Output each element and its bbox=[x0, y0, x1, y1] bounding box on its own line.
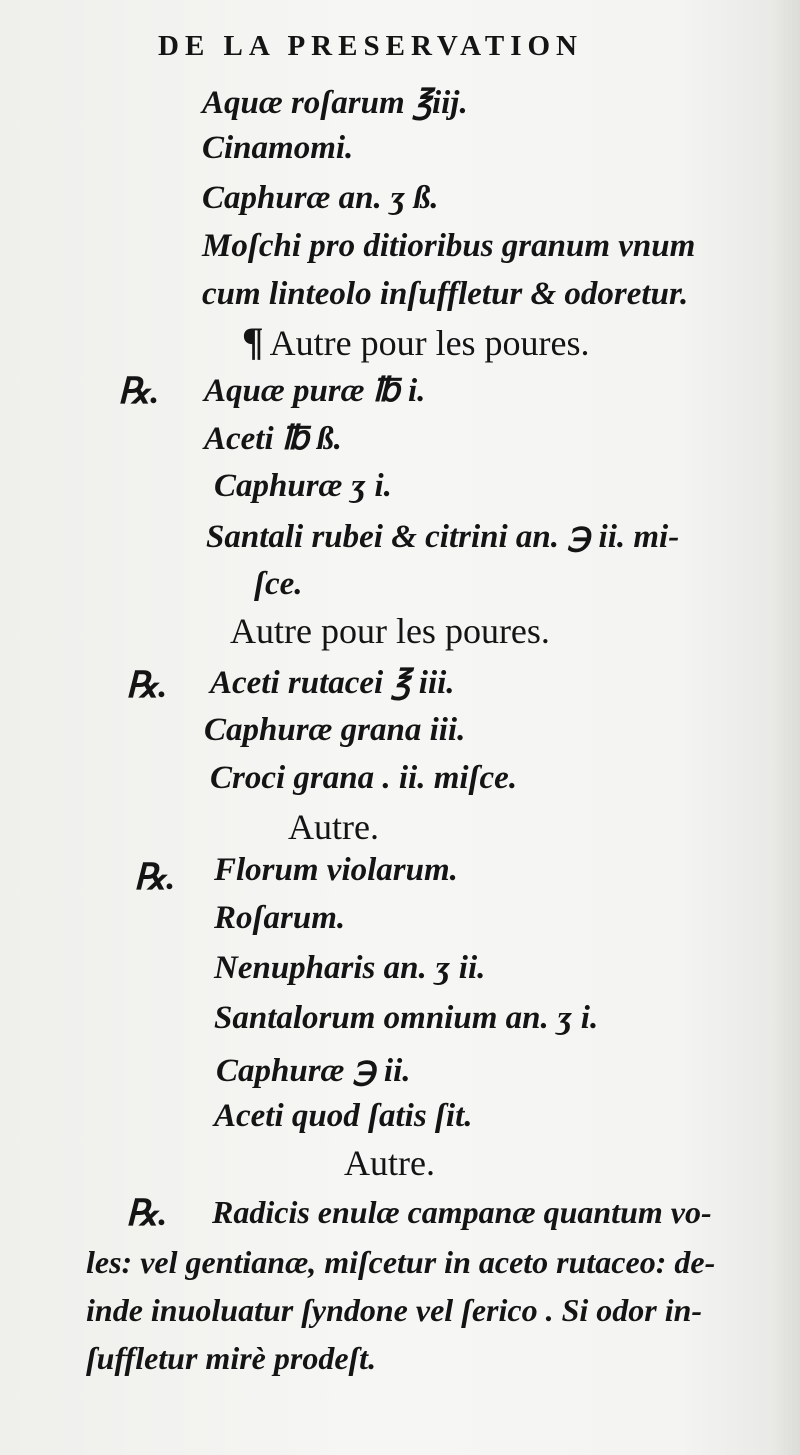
section-heading-text: Autre pour les poures. bbox=[269, 323, 590, 363]
section-heading: Autre pour les poures. bbox=[230, 611, 550, 651]
section-heading: Autre. bbox=[288, 807, 379, 847]
recipe-line: cum linteolo inſuffletur & odoretur. bbox=[202, 276, 689, 312]
recipe-line: Aceti rutacei ℥ iii. bbox=[210, 665, 455, 701]
recipe-line: Cinamomi. bbox=[202, 130, 354, 166]
running-title: DE LA PRESERVATION bbox=[158, 30, 583, 62]
recipe-sign-icon: ℞. bbox=[126, 1193, 168, 1233]
pilcrow-icon: ¶ bbox=[242, 319, 264, 364]
recipe-line: Moſchi pro ditioribus granum vnum bbox=[202, 228, 696, 264]
page-edge-shadow bbox=[772, 0, 800, 1455]
paragraph-line: les: vel gentianæ, miſcetur in aceto rutaceo: de- bbox=[86, 1244, 716, 1280]
recipe-sign-icon: ℞. bbox=[118, 371, 160, 411]
recipe-line: Santalorum omnium an. ʒ i. bbox=[214, 1000, 599, 1036]
section-heading bbox=[242, 318, 590, 365]
paragraph-line: ſuffletur mirè prodeſt. bbox=[86, 1340, 377, 1376]
recipe-sign-icon: ℞. bbox=[126, 665, 168, 705]
recipe-line: Caphuræ ʒ i. bbox=[214, 468, 392, 504]
recipe-line: Santali rubei & citrini an. ℈ ii. mi- bbox=[206, 519, 680, 555]
recipe-line: Aceti quod ſatis ſit. bbox=[214, 1098, 473, 1134]
paragraph-line: inde inuoluatur ſyndone vel ſerico . Si odor in- bbox=[86, 1292, 703, 1328]
recipe-line: Nenupharis an. ʒ ii. bbox=[214, 950, 486, 986]
section-heading: Autre. bbox=[344, 1143, 435, 1183]
recipe-line: Caphuræ ℈ ii. bbox=[216, 1053, 411, 1089]
recipe-line: Roſarum. bbox=[214, 900, 346, 936]
recipe-sign-icon: ℞. bbox=[134, 857, 176, 897]
recipe-line: Croci grana . ii. miſce. bbox=[210, 760, 518, 796]
recipe-line: Florum violarum. bbox=[214, 852, 458, 888]
recipe-line: ſce. bbox=[254, 566, 303, 602]
recipe-line: Caphuræ grana iii. bbox=[204, 712, 466, 748]
recipe-line: Aquæ puræ ℔ i. bbox=[204, 373, 426, 409]
recipe-line: Aquæ roſarum ℥iij. bbox=[202, 85, 468, 121]
recipe-line: Caphuræ an. ʒ ß. bbox=[202, 180, 439, 216]
paragraph-line: Radicis enulæ campanæ quantum vo- bbox=[212, 1194, 712, 1230]
recipe-line: Aceti ℔ ß. bbox=[204, 421, 342, 457]
